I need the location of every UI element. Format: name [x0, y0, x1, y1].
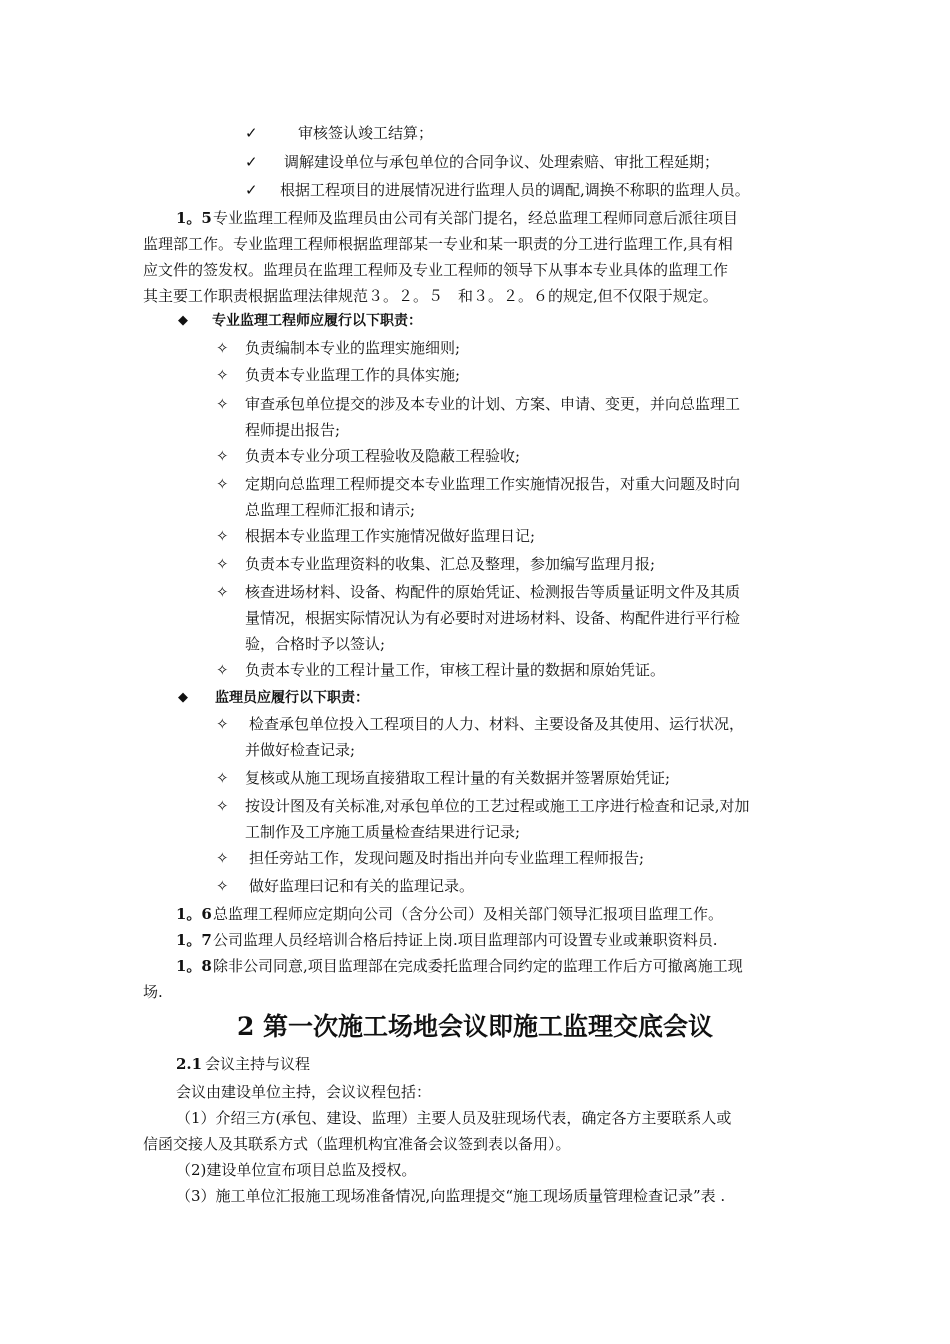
four-point-star-icon: ✧	[216, 527, 229, 545]
four-point-star-icon: ✧	[216, 339, 229, 357]
four-point-star-icon: ✧	[216, 769, 229, 787]
list-item: 审查承包单位提交的涉及本专业的计划、方案、申请、变更，并向总监理工	[245, 395, 741, 413]
four-point-star-icon: ✧	[216, 447, 229, 465]
list-item: 负责编制本专业的监理实施细则;	[245, 339, 461, 357]
clause-number: 1。6	[176, 905, 212, 923]
paragraph-line: （1）介绍三方(承包、建设、监理）主要人员及驻现场代表，确定各方主要联系人或	[176, 1109, 732, 1127]
four-point-star-icon: ✧	[216, 797, 229, 815]
checkmark-icon: ✓	[245, 124, 258, 142]
four-point-star-icon: ✧	[216, 366, 229, 384]
checkmark-icon: ✓	[245, 153, 258, 171]
clause-number: 1。5	[176, 209, 212, 227]
check-item: 审核签认竣工结算；	[298, 124, 434, 142]
list-item-cont: 工制作及工序施工质量检查结果进行记录;	[245, 823, 521, 841]
list-item: 负责本专业分项工程验收及隐蔽工程验收;	[245, 447, 521, 465]
clause-number: 1。7	[176, 931, 212, 949]
paragraph-line: （3）施工单位汇报施工现场准备情况,向监理提交“施工现场质量管理检查记录”表 .	[176, 1187, 726, 1205]
list-item-cont: 总监理工程师汇报和请示;	[245, 501, 416, 519]
paragraph-line: 会议由建设单位主持，会议议程包括：	[176, 1083, 432, 1101]
four-point-star-icon: ✧	[216, 849, 229, 867]
paragraph-line: 专业监理工程师及监理员由公司有关部门提名，经总监理工程师同意后派往项目	[213, 209, 739, 227]
four-point-star-icon: ✧	[216, 583, 229, 601]
list-item-cont: 验，合格时予以签认;	[245, 635, 386, 653]
diamond-bullet-icon: ◆	[178, 313, 188, 328]
four-point-star-icon: ✧	[216, 395, 229, 413]
diamond-bullet-icon: ◆	[178, 690, 188, 705]
paragraph-line: 场.	[143, 983, 163, 1001]
section-title: 专业监理工程师应履行以下职责：	[212, 313, 422, 329]
list-item: 核查进场材料、设备、构配件的原始凭证、检测报告等质量证明文件及其质	[245, 583, 741, 601]
check-item: 根据工程项目的进展情况进行监理人员的调配,调换不称职的监理人员。	[280, 181, 750, 199]
paragraph-line: 信函交接人及其联系方式（监理机构宜准备会议签到表以备用）。	[143, 1135, 571, 1153]
subsection-title: 会议主持与议程	[205, 1055, 311, 1073]
list-item: 按设计图及有关标准,对承包单位的工艺过程或施工工序进行检查和记录,对加	[245, 797, 750, 815]
list-item: 复核或从施工现场直接猎取工程计量的有关数据并签署原始凭证;	[245, 769, 671, 787]
four-point-star-icon: ✧	[216, 555, 229, 573]
clause-number: 1。8	[176, 957, 212, 975]
list-item: 担任旁站工作，发现问题及时指出并向专业监理工程师报告;	[249, 849, 645, 867]
paragraph-line: 应文件的签发权。监理员在监理工程师及专业工程师的领导下从事本专业具体的监理工作	[143, 261, 729, 279]
paragraph-line: 除非公司同意,项目监理部在完成委托监理合同约定的监理工作后方可撤离施工现	[213, 957, 743, 975]
section-title: 监理员应履行以下职责：	[215, 690, 369, 706]
list-item-cont: 程师提出报告;	[245, 421, 341, 439]
list-item-cont: 量情况，根据实际情况认为有必要时对进场材料、设备、构配件进行平行检	[245, 609, 741, 627]
subsection-number: 2.1	[176, 1055, 203, 1073]
list-item: 负责本专业的工程计量工作，审核工程计量的数据和原始凭证。	[245, 661, 666, 679]
checkmark-icon: ✓	[245, 181, 258, 199]
four-point-star-icon: ✧	[216, 877, 229, 895]
four-point-star-icon: ✧	[216, 661, 229, 679]
list-item: 负责本专业监理工作的具体实施;	[245, 366, 461, 384]
list-item: 负责本专业监理资料的收集、汇总及整理，参加编写监理月报;	[245, 555, 656, 573]
list-item: 做好监理曰记和有关的监理记录。	[249, 877, 475, 895]
check-item: 调解建设单位与承包单位的合同争议、处理索赔、审批工程延期；	[284, 153, 720, 171]
list-item: 检查承包单位投入工程项目的人力、材料、主要设备及其使用、运行状况，	[249, 715, 745, 733]
section-heading: 2 第一次施工场地会议即施工监理交底会议	[236, 1012, 714, 1041]
paragraph-line: 其主要工作职责根据监理法律规范３。２。５ 和３。２。６的规定,但不仅限于规定。	[143, 287, 718, 305]
list-item-cont: 并做好检查记录;	[245, 741, 356, 759]
paragraph-line: （2)建设单位宣布项目总监及授权。	[176, 1161, 417, 1179]
paragraph-line: 总监理工程师应定期向公司（含分公司）及相关部门领导汇报项目监理工作。	[213, 905, 724, 923]
four-point-star-icon: ✧	[216, 475, 229, 493]
paragraph-line: 监理部工作。专业监理工程师根据监理部某一专业和某一职责的分工进行监理工作,具有相	[143, 235, 733, 253]
list-item: 根据本专业监理工作实施情况做好监理日记;	[245, 527, 536, 545]
list-item: 定期向总监理工程师提交本专业监理工作实施情况报告，对重大问题及时向	[245, 475, 741, 493]
four-point-star-icon: ✧	[216, 715, 229, 733]
paragraph-line: 公司监理人员经培训合格后持证上岗.项目监理部内可设置专业或兼职资料员.	[213, 931, 718, 949]
